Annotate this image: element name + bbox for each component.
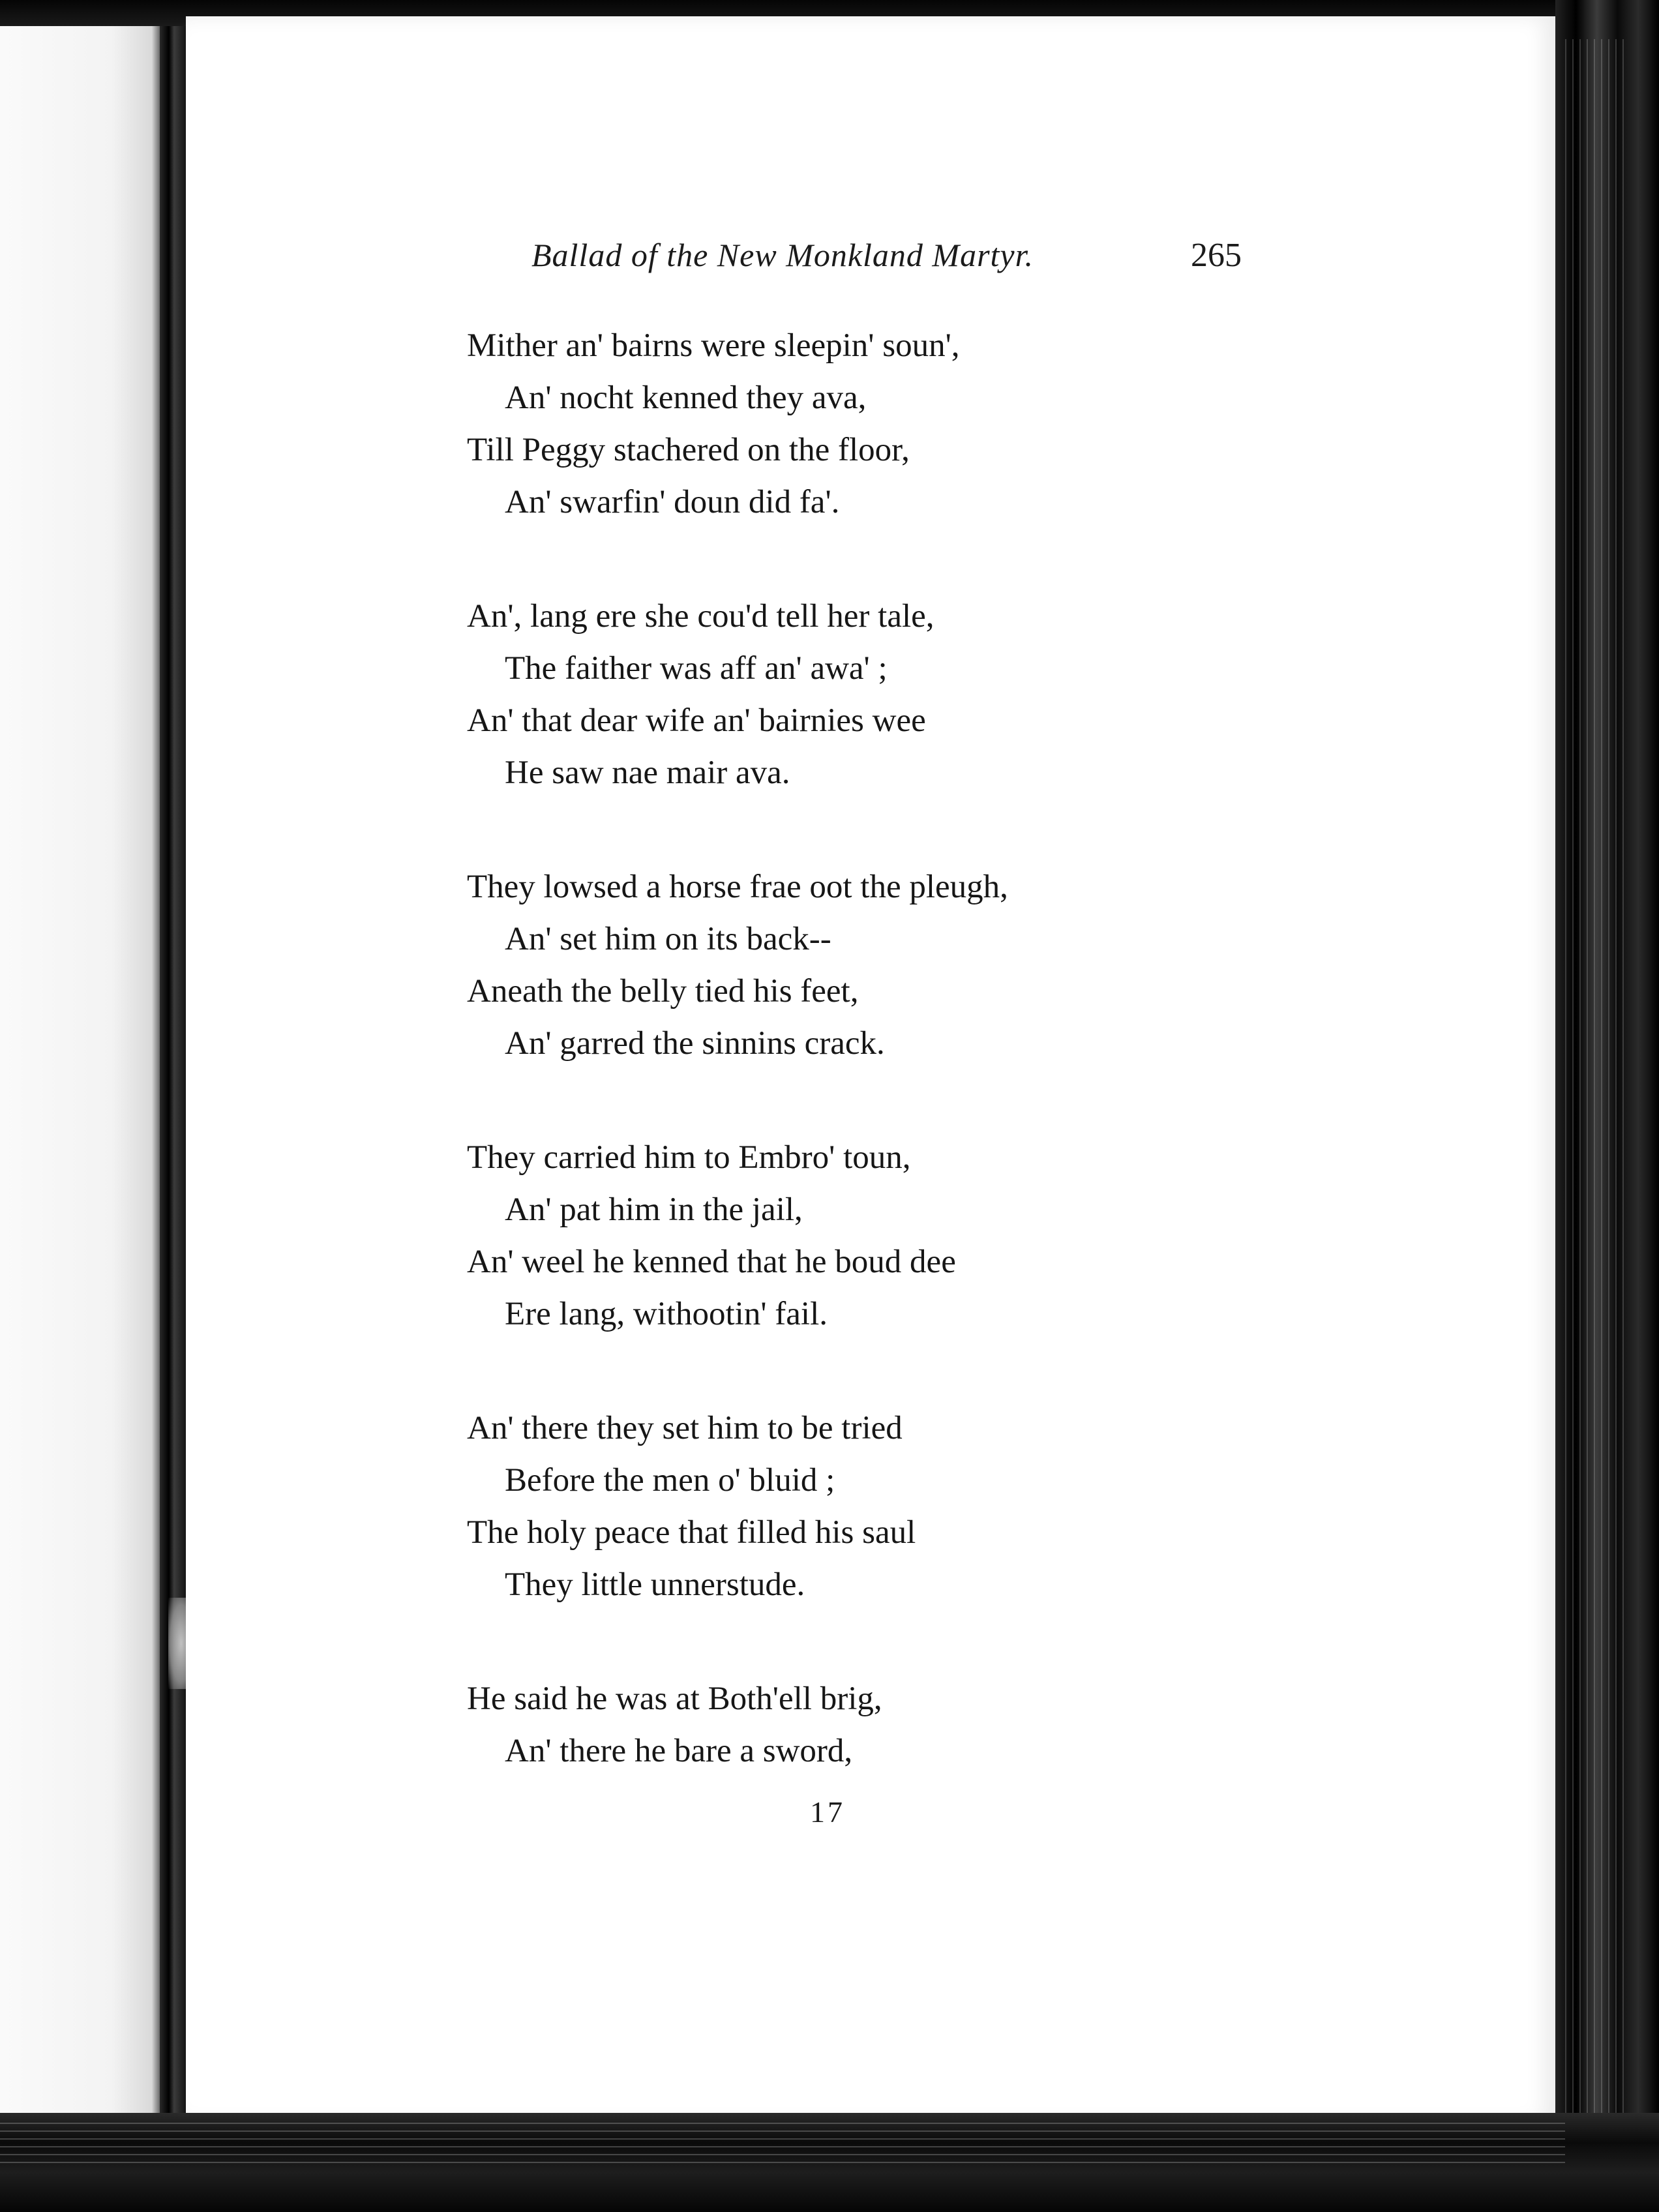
poem-line: They little unnerstude. <box>505 1566 805 1603</box>
poem-line: An' set him on its back-- <box>505 921 831 957</box>
bottom-page-edges <box>0 2123 1565 2168</box>
poem-line: An' weel he kenned that he boud dee <box>467 1244 956 1280</box>
running-head: Ballad of the New Monkland Martyr. <box>531 237 1034 273</box>
poem-line: An', lang ere she cou'd tell her tale, <box>467 598 934 635</box>
stanza <box>467 1402 1315 1611</box>
poem-line: Till Peggy stachered on the floor, <box>467 432 910 468</box>
stanza <box>467 320 1315 528</box>
stanza <box>467 1131 1315 1340</box>
stanza <box>467 861 1315 1069</box>
poem-line: An' there they set him to be tried <box>467 1410 903 1446</box>
poem-body <box>467 320 1315 1839</box>
page-block-edge-lines <box>1565 39 1624 2126</box>
poem-line: The faither was aff an' awa' ; <box>505 650 888 687</box>
signature-mark: 17 <box>810 1795 845 1829</box>
poem-line: They lowsed a horse frae oot the pleugh, <box>467 869 1008 905</box>
stanza <box>467 1673 1315 1777</box>
poem-line: They carried him to Embro' toun, <box>467 1139 911 1176</box>
poem-line: Before the men o' bluid ; <box>505 1462 835 1499</box>
book-gutter <box>160 26 186 2139</box>
poem-line: He said he was at Both'ell brig, <box>467 1681 882 1717</box>
poem-line: An' swarfin' doun did fa'. <box>505 484 840 520</box>
poem-line: He saw nae mair ava. <box>505 755 790 791</box>
poem-line: Mither an' bairns were sleepin' soun', <box>467 327 960 364</box>
poem-line: An' that dear wife an' bairnies wee <box>467 702 926 739</box>
page-number: 265 <box>1191 237 1242 274</box>
poem-line: An' pat him in the jail, <box>505 1191 803 1228</box>
poem-line: An' there he bare a sword, <box>505 1733 853 1769</box>
poem-line: An' garred the sinnins crack. <box>505 1025 885 1062</box>
poem-line: An' nocht kenned they ava, <box>505 380 867 416</box>
stanza <box>467 590 1315 799</box>
poem-line: The holy peace that filled his saul <box>467 1514 916 1551</box>
poem-line: Ere lang, withootin' fail. <box>505 1296 828 1332</box>
poem-line: Aneath the belly tied his feet, <box>467 973 859 1009</box>
facing-page-edge <box>0 26 160 2123</box>
